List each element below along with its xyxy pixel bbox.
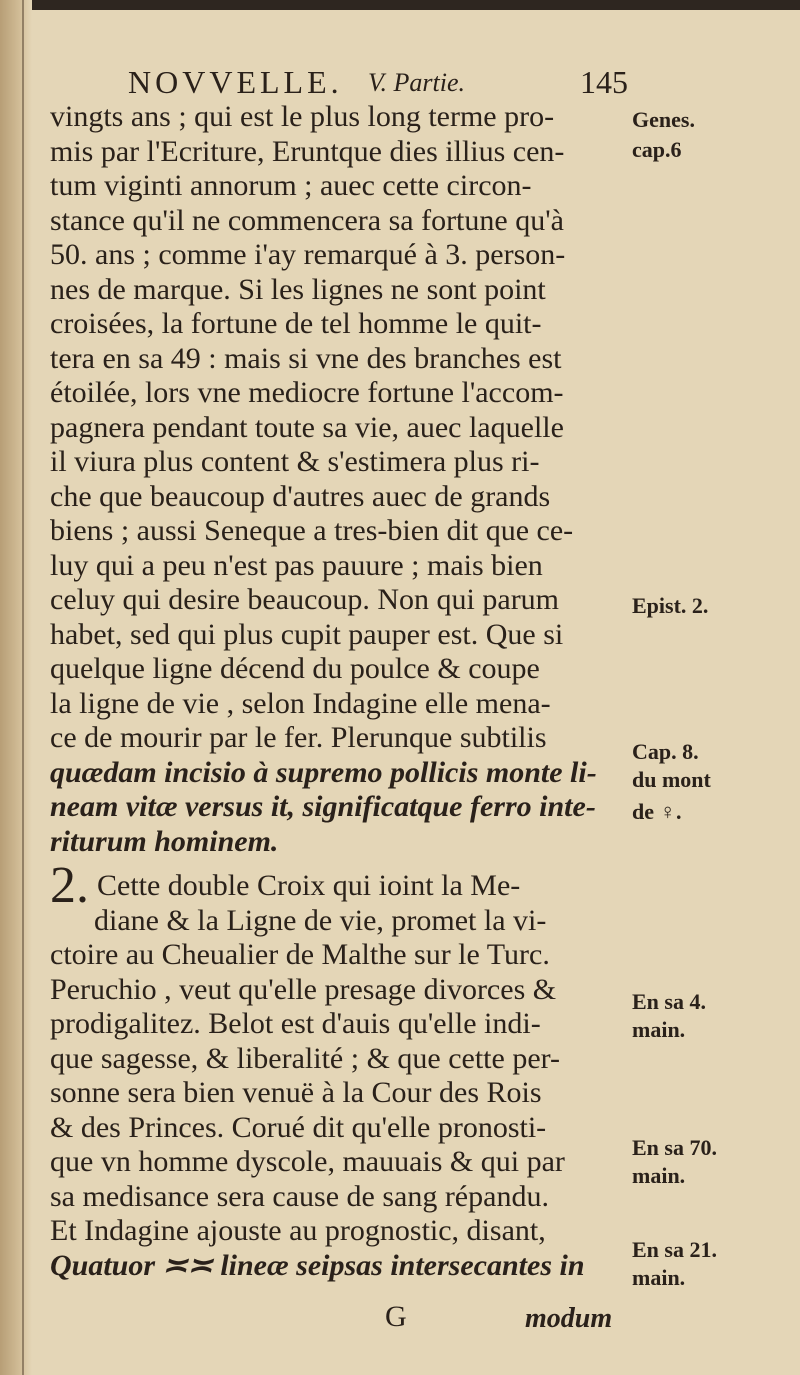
text-line: diane & la Ligne de vie, promet la vi- (94, 903, 547, 937)
paragraph-gap (50, 859, 630, 869)
header-part: V. Partie. (368, 68, 466, 97)
text-line: tera en sa 49 : mais si vne des branches est (50, 341, 562, 375)
margin-note: Cap. 8. (632, 739, 699, 764)
text-line: la ligne de vie , selon Indagine elle mena- (50, 686, 551, 720)
text-line: sonne sera bien venuë à la Cour des Rois (50, 1076, 542, 1109)
page-number: 145 (580, 64, 628, 100)
text-line: étoilée, lors vne mediocre fortune l'accom- (50, 376, 564, 409)
text-line: mis par l'Ecriture, Eruntque dies illius cen- (50, 134, 565, 168)
text-line-latin: quædam incisio à supremo pollicis monte li- (50, 755, 597, 789)
text-line: habet, sed qui plus cupit pauper est. Que si (50, 617, 564, 651)
text-line: nes de marque. Si les lignes ne sont point (50, 272, 546, 306)
text-line: croisées, la fortune de tel homme le quit- (50, 307, 542, 340)
section-number: 2. (50, 857, 89, 914)
text-line: quelque ligne décend du poulce & coupe (50, 652, 540, 685)
text-line-latin: Quatuor ≍≍ lineæ seipsas intersecantes in (50, 1248, 585, 1282)
running-header (128, 64, 628, 104)
text-line (50, 857, 630, 914)
section-line: Cette double Croix qui ioint la Me- (97, 869, 521, 902)
signature-mark: G (385, 1300, 407, 1333)
gutter-fold-line (22, 0, 24, 1375)
body-text (50, 100, 630, 1283)
text-line: stance qu'il ne commencera sa fortune qu'à (50, 203, 564, 237)
margin-note: En sa 21. (632, 1237, 717, 1262)
text-line: biens ; aussi Seneque a tres-bien dit que ce- (50, 514, 574, 547)
header-title: NOVVELLE. (128, 64, 343, 100)
text-line: ctoire au Cheualier de Malthe sur le Turc. (50, 938, 550, 971)
top-edge (0, 0, 800, 10)
text-line: ce de mourir par le fer. Plerunque subtilis (50, 721, 547, 754)
text-line: vingts ans ; qui est le plus long terme pro- (50, 100, 555, 133)
margin-note: de ♀. (632, 799, 682, 824)
text-line: & des Princes. Corué dit qu'elle pronosti- (50, 1110, 547, 1144)
text-line: il viura plus content & s'estimera plus ri- (50, 445, 540, 478)
text-line: que vn homme dyscole, mauuais & qui par (50, 1145, 565, 1178)
margin-note: main. (632, 1017, 686, 1042)
margin-note: main. (632, 1265, 686, 1290)
text-line: tum viginti annorum ; auec cette circon- (50, 169, 532, 202)
margin-note: cap.6 (632, 137, 682, 162)
margin-note: main. (632, 1163, 686, 1188)
text-line: 50. ans ; comme i'ay remarqué à 3. person- (50, 238, 566, 271)
text-line-latin: neam vitæ versus it, significatque ferro inte- (50, 790, 596, 823)
text-line-latin: riturum hominem. (50, 824, 279, 858)
margin-note: En sa 4. (632, 989, 706, 1014)
book-gutter (0, 0, 32, 1375)
text-line: Peruchio , veut qu'elle presage divorces & (50, 972, 557, 1006)
margin-note: Genes. (632, 107, 695, 132)
margin-note: En sa 70. (632, 1135, 717, 1160)
margin-note: du mont (632, 767, 711, 792)
text-line: sa medisance sera cause de sang répandu. (50, 1179, 549, 1213)
catchword: modum (525, 1303, 613, 1334)
margin-note: Epist. 2. (632, 593, 709, 618)
text-line: prodigalitez. Belot est d'auis qu'elle indi- (50, 1007, 541, 1040)
text-line: celuy qui desire beaucoup. Non qui parum (50, 583, 560, 616)
text-line: Et Indagine ajouste au prognostic, disant, (50, 1214, 546, 1247)
text-line: che que beaucoup d'autres auec de grands (50, 479, 551, 513)
text-line: pagnera pendant toute sa vie, auec laquelle (50, 410, 564, 444)
text-line: luy qui a peu n'est pas pauure ; mais bien (50, 548, 543, 582)
text-line: que sagesse, & liberalité ; & que cette per- (50, 1041, 561, 1075)
